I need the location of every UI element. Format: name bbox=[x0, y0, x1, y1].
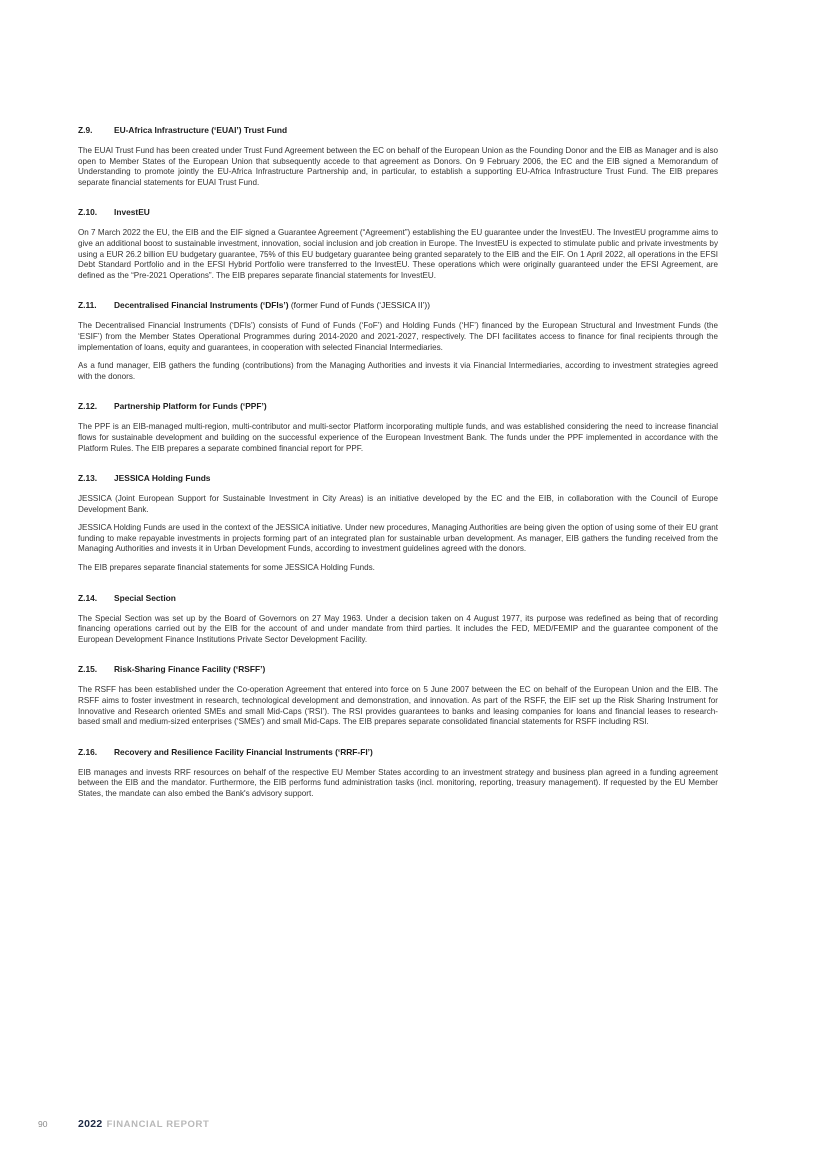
section bbox=[78, 124, 718, 188]
document-body bbox=[78, 124, 718, 818]
section-title: InvestEU bbox=[114, 207, 150, 218]
paragraph: JESSICA (Joint European Support for Sustainable Investment in City Areas) is an initiative developed by the EC and the EIB, in collaboration with the Council of Europe Development Bank. bbox=[78, 494, 718, 514]
section-heading bbox=[78, 472, 718, 484]
section-heading bbox=[78, 124, 718, 136]
section-heading bbox=[78, 663, 718, 675]
section-title: Risk-Sharing Finance Facility (‘RSFF’) bbox=[114, 664, 266, 675]
section-title: JESSICA Holding Funds bbox=[114, 473, 211, 484]
paragraph: The Decentralised Financial Instruments (‘DFIs’) consists of Fund of Funds (‘FoF’) and Holding Funds (‘HF’) financed by the European Structural and Investment Funds (the ‘ESIF’) from the Member States Operational Programmes during 2014-2020 and 2021-2027, respectively. The DFI facilitates access to finance for final recipients through the implementation of loans, equity and guarantees, in cooperation with selected Financial Intermediaries. bbox=[78, 321, 718, 352]
section-number: Z.12. bbox=[78, 401, 98, 412]
paragraph: The EUAI Trust Fund has been created under Trust Fund Agreement between the EC on behalf of the European Union as the Founding Donor and the EIB as Manager and is also open to Member States of the European Union that subsequently accede to that agreement as Donors. On 9 February 2006, the EC and the EIB signed a Memorandum of Understanding to promote jointly the EU-Africa Infrastructure Partnership and, in particular, to establish a supporting EU-Africa Infrastructure Trust Fund. The EIB prepares separate financial statements for EUAI Trust Fund. bbox=[78, 146, 718, 187]
paragraph: As a fund manager, EIB gathers the funding (contributions) from the Managing Authorities and invests it via Financial Intermediaries, according to investment strategies agreed with the donors. bbox=[78, 361, 718, 381]
paragraph: The RSFF has been established under the Co-operation Agreement that entered into force on 5 June 2007 between the EC on behalf of the European Union and the EIB. The RSFF aims to foster investment in research, technological development and demonstration, and innovation. As part of the RSFF, the EIF set up the Risk Sharing Instrument for Innovative and Research oriented SMEs and small Mid-Caps (‘RSI’). The RSI provides guarantees to banks and leasing companies for loans and financial leases to research-based small and medium-sized enterprises (‘SMEs’) and small Mid-Caps. The EIB prepares separate consolidated financial statements for RSFF including RSI. bbox=[78, 685, 718, 727]
section-number: Z.16. bbox=[78, 746, 98, 757]
paragraph: JESSICA Holding Funds are used in the context of the JESSICA initiative. Under new procedures, Managing Authorities are being given the option of using some of their EU grant funding to make repayable investments in projects forming part of an integrated plan for sustainable urban development. As manager, EIB gathers the funding received from the Managing Authorities and invests it in Urban Development Funds, according to investment guidelines agreed with the donors. bbox=[78, 523, 718, 554]
section-number: Z.10. bbox=[78, 207, 98, 218]
paragraph: EIB manages and invests RRF resources on behalf of the respective EU Member States according to an investment strategy and business plan agreed in a funding agreement between the EIB and the mandator. Furthermore, the EIB performs fund administration tasks (incl. monitoring, reporting, treasury management). If requested by the EU Member States, the mandate can also embed the Bank's advisory support. bbox=[78, 767, 718, 798]
section-heading bbox=[78, 746, 718, 758]
section bbox=[78, 206, 718, 281]
section-heading bbox=[78, 206, 718, 218]
section-title: Special Section bbox=[114, 592, 176, 603]
page-footer bbox=[38, 1118, 209, 1130]
section-number: Z.14. bbox=[78, 592, 98, 603]
section bbox=[78, 472, 718, 574]
section bbox=[78, 663, 718, 727]
section bbox=[78, 299, 718, 382]
page-number: 90 bbox=[38, 1119, 48, 1129]
section-heading bbox=[78, 400, 718, 412]
section-title-note: (former Fund of Funds (‘JESSICA II’)) bbox=[288, 300, 431, 311]
report-label: FINANCIAL REPORT bbox=[106, 1119, 210, 1130]
section-title: EU-Africa Infrastructure (‘EUAI’) Trust Fund bbox=[114, 125, 288, 135]
section-number: Z.13. bbox=[78, 473, 98, 484]
paragraph: On 7 March 2022 the EU, the EIB and the EIF signed a Guarantee Agreement (“Agreement”) establishing the EU guarantee under the InvestEU. The InvestEU programme aims to give an additional boost to sustainable investment, innovation, social inclusion and job creation in Europe. The InvestEU is expected to stimulate public and private investments by using a EUR 26.2 billion EU budgetary guarantee, 75% of this EU budgetary guarantee being granted separately to the EIB and the EIF. On 1 April 2022, all operations in the EFSI Debt Standard Portfolio and in the EFSI Hybrid Portfolio were transferred to the InvestEU. These operations which were originally guaranteed under the EFSI Agreement, are defined as the “Pre-2021 Operations”. The EIB prepares separate financial statements for InvestEU. bbox=[78, 228, 718, 280]
section bbox=[78, 400, 718, 454]
paragraph: The EIB prepares separate financial statements for some JESSICA Holding Funds. bbox=[78, 563, 375, 573]
section-title: Partnership Platform for Funds (‘PPF’) bbox=[114, 401, 267, 412]
paragraph: The PPF is an EIB-managed multi-region, multi-contributor and multi-sector Platform incorporating multiple funds, and was established considering the need to increase financial flows for sustainable development and building on the successful experience of the European Investment Bank. The funds under the PPF implemented in accordance with the Platform Rules. The EIB prepares a separate combined financial report for PPF. bbox=[78, 422, 718, 453]
section bbox=[78, 746, 718, 800]
section-number: Z.9. bbox=[78, 125, 93, 135]
section-title: Decentralised Financial Instruments (‘DFIs’) bbox=[114, 300, 289, 311]
section-title: Recovery and Resilience Facility Financial Instruments (‘RRF-FI’) bbox=[114, 746, 373, 757]
section-heading bbox=[78, 299, 718, 311]
report-year: 2022 bbox=[78, 1118, 103, 1130]
section-number: Z.15. bbox=[78, 664, 98, 675]
section bbox=[78, 592, 718, 646]
section-heading bbox=[78, 592, 718, 604]
section-number: Z.11. bbox=[78, 300, 97, 311]
paragraph: The Special Section was set up by the Board of Governors on 27 May 1963. Under a decision taken on 4 August 1977, its purpose was redefined as being that of recording financing operations carried out by the EIB for the account of and under mandate from third parties. It includes the FED, MED/FEMIP and the guarantee component of the European Development Finance Institutions Private Sector Development Facility. bbox=[78, 613, 718, 644]
